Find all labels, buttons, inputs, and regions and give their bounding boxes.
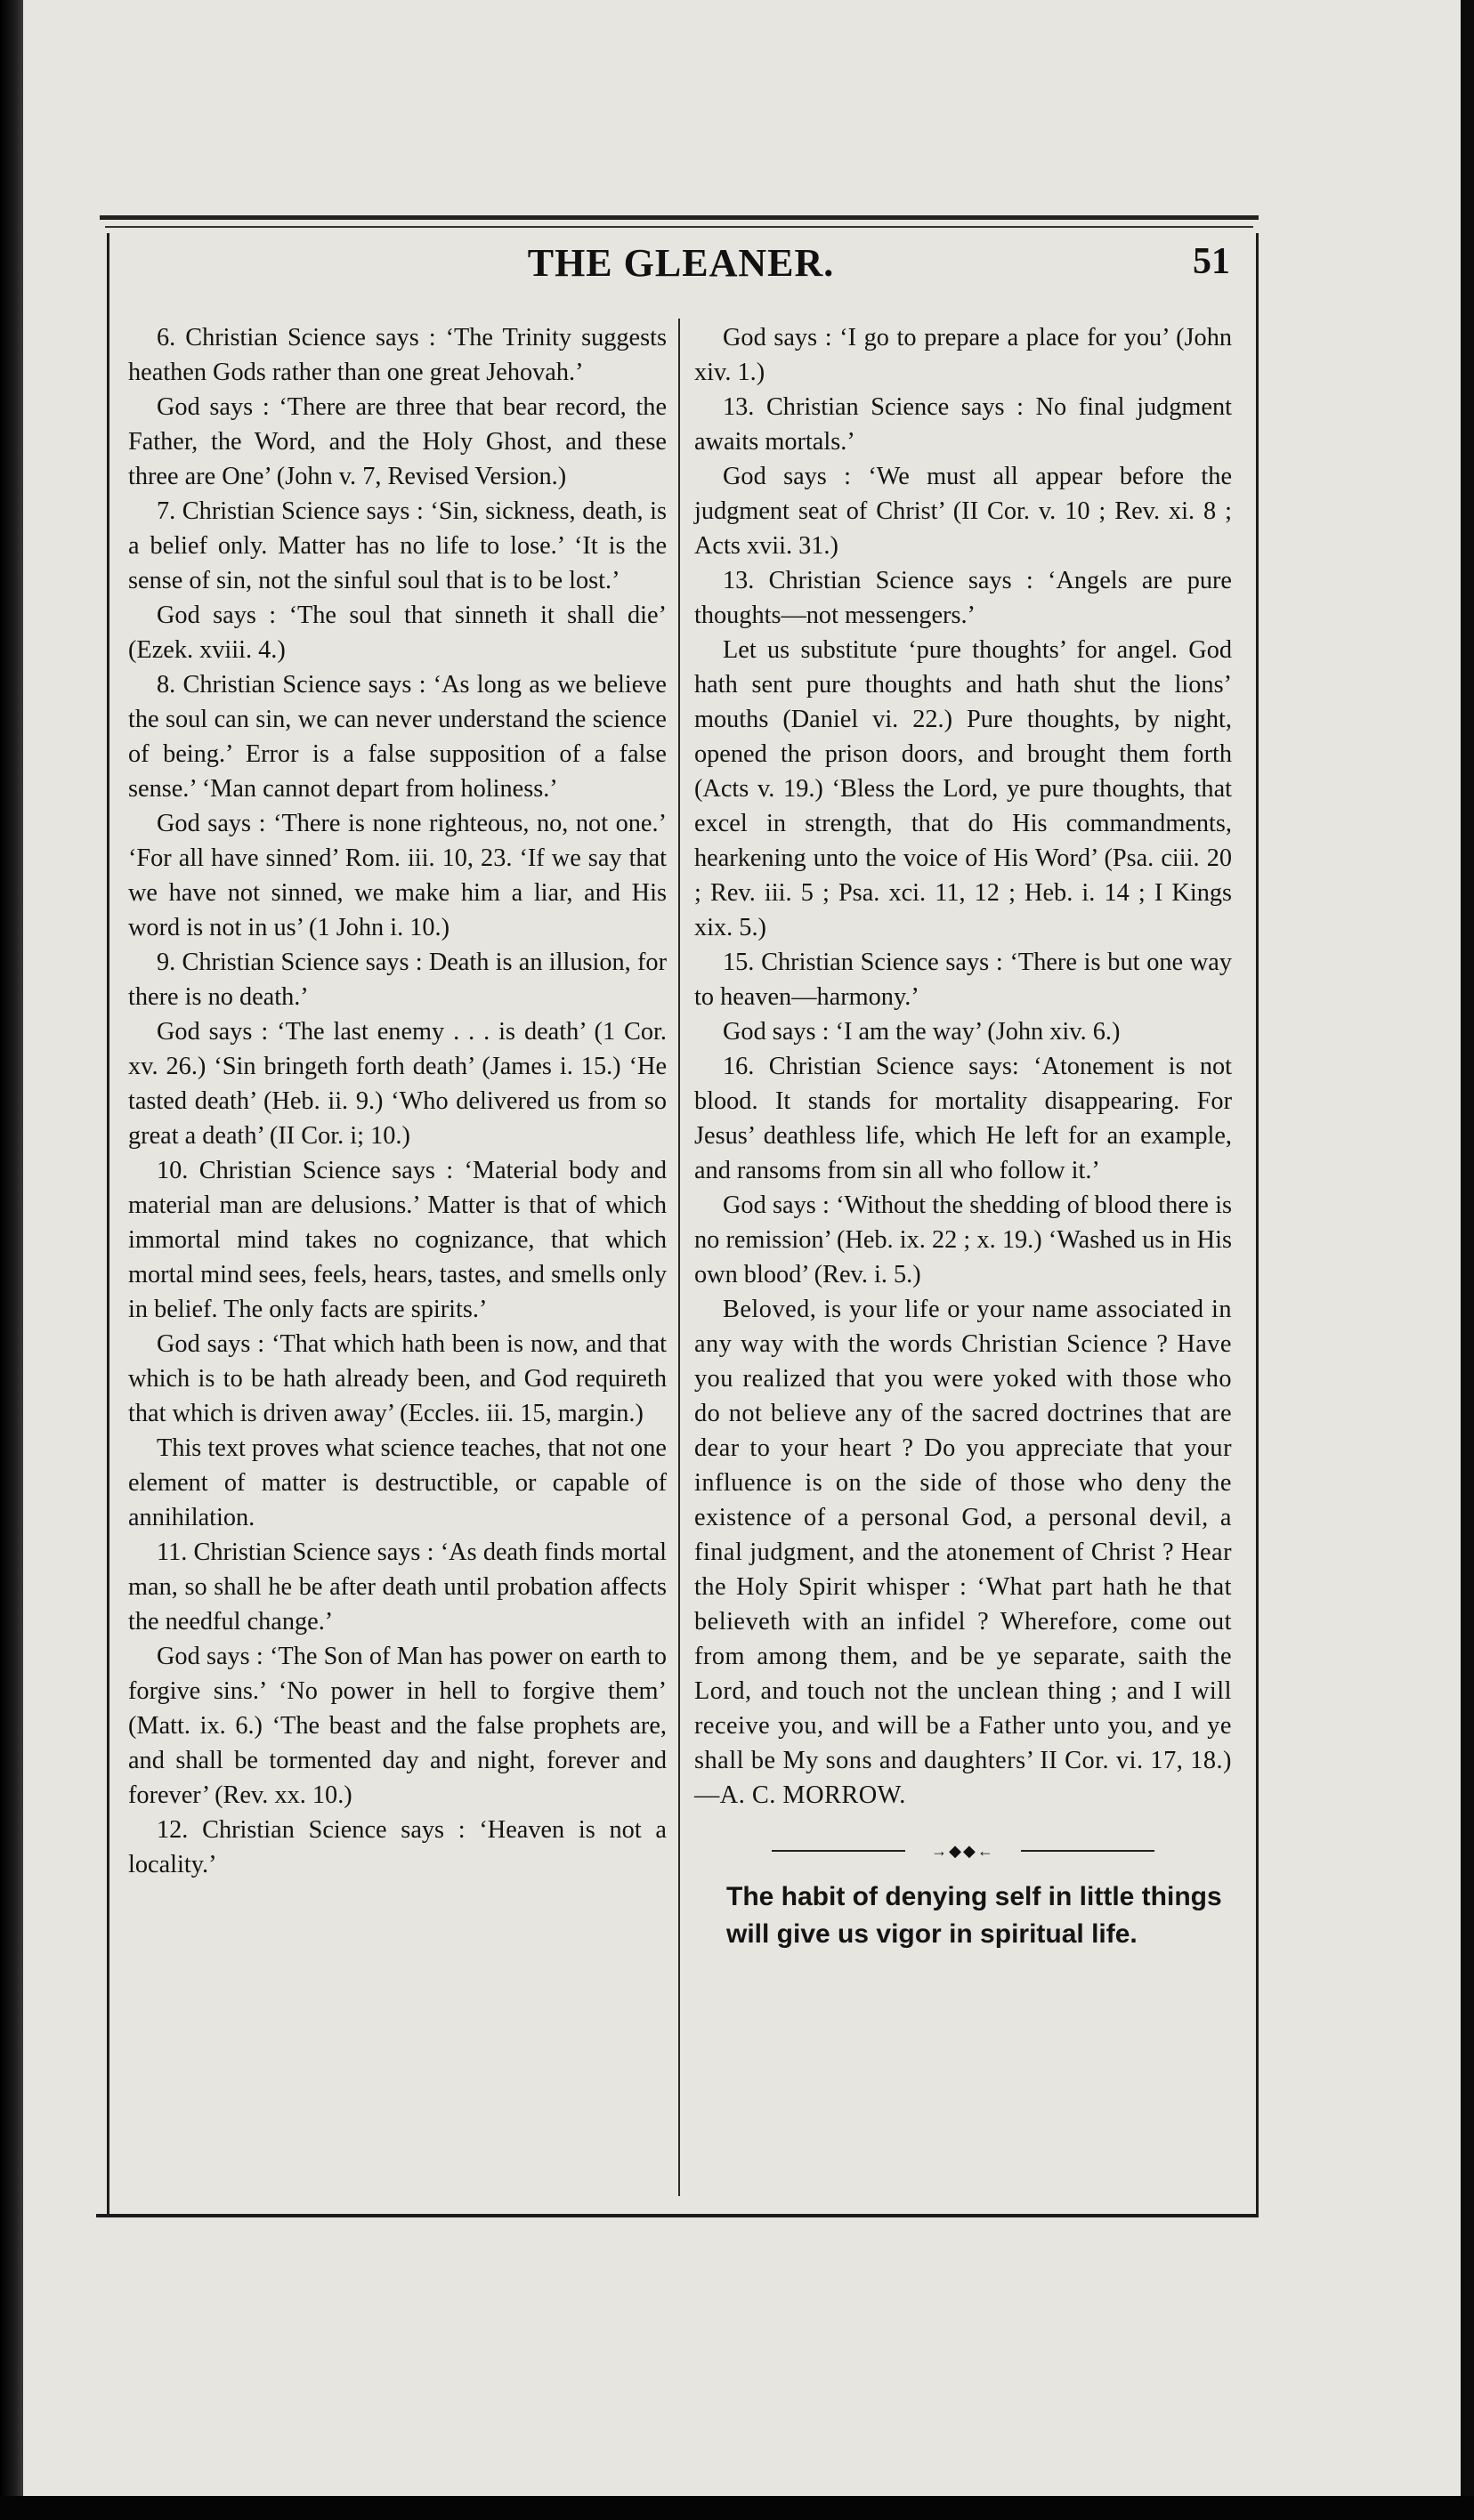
footer-rule [96,2214,1259,2217]
paragraph: God says : ‘We must all appear before the judgment seat of Christ’ (II Cor. v. 10 ; Rev. xi. 8 ; Acts xvii. 31.) [694,463,1232,560]
page-title: THE GLEANER. [527,241,835,285]
paragraph: 13. Christian Science says : ‘Angels are pure thoughts—not messengers.’ [694,567,1232,629]
column-divider [678,319,680,2196]
paragraph: 7. Christian Science says : ‘Sin, sickness, death, is a belief only. Matter has no life to lose.’ ‘It is the sense of sin, not the sinful soul that is to be lost.’ [128,497,667,594]
ornament-line-left [772,1850,905,1852]
ornament-glyphs: →◆◆← [931,1842,995,1860]
ornamental-divider [772,1843,1154,1859]
paragraph: God says : ‘The soul that sinneth it shall die’ (Ezek. xviii. 4.) [128,602,667,664]
page-bottom-shadow [0,2496,1474,2520]
paragraph: 9. Christian Science says : Death is an illusion, for there is no death.’ [128,949,667,1011]
paragraph: 13. Christian Science says : No final judgment awaits mortals.’ [694,393,1232,456]
page-edge-shadow [0,0,23,2520]
page-number: 51 [1193,241,1230,282]
paragraph: 10. Christian Science says : ‘Material body and material man are delusions.’ Matter is that of which immortal mind takes no cognizance, that which mortal mind sees, feels, hears, tastes, and smells only in belief. The only facts are spirits.’ [128,1157,667,1323]
paragraph: 11. Christian Science says : ‘As death finds mortal man, so shall he be after death until probation affects the needful change.’ [128,1539,667,1636]
paragraph: This text proves what science teaches, that not one element of matter is destructible, or capable of annihilation. [128,1434,667,1531]
page-header [107,240,1255,311]
closing-note: The habit of denying self in little things will give us vigor in spiritual life. [726,1882,1222,1949]
paragraph: Let us substitute ‘pure thoughts’ for angel. God hath sent pure thoughts and hath shut the lions’ mouths (Daniel vi. 22.) Pure thoughts, by night, opened the prison doors, and brought them forth (Acts v. 19.) ‘Bless the Lord, ye pure thoughts, that excel in strength, that do His commandments, hearkening unto the voice of His Word’ (Psa. ciii. 20 ; Rev. iii. 5 ; Psa. xci. 11, 12 ; Heb. i. 14 ; I Kings xix. 5.) [694,636,1232,941]
closing-paragraph-signed: Beloved, is your life or your name associated in any way with the words Christian Science ? Have you realized that you were yoked with those who do not believe any of the sacred doctrines that are dear to your heart ? Do you appreciate that your influence is on the side of those who deny the existence of a personal God, a personal devil, a final judgment, and the atonement of Christ ? Hear the Holy Spirit whisper : ‘What part hath he that believeth with an infidel ? Wherefore, come out from among them, and be ye separate, saith the Lord, and touch not the unclean thing ; and I will receive you, and will be a Father unto you, and ye shall be My sons and daughters’ II Cor. vi. 17, 18.)—A. C. MORROW. [694,1296,1232,1809]
header-rule-top-thin [105,226,1253,228]
paragraph: 8. Christian Science says : ‘As long as we believe the soul can sin, we can never understand the science of being.’ Error is a false supposition of a false sense.’ ‘Man cannot depart from holiness.’ [128,671,667,803]
paragraph: God says : ‘I go to prepare a place for you’ (John xiv. 1.) [694,324,1232,386]
paragraph: 15. Christian Science says : ‘There is but one way to heaven—harmony.’ [694,949,1232,1011]
paragraph: God says : ‘Without the shedding of blood there is no remission’ (Heb. ix. 22 ; x. 19.) ‘Washed us in His own blood’ (Rev. i. 5.) [694,1191,1232,1288]
left-column [128,320,667,1882]
paragraph: 6. Christian Science says : ‘The Trinity suggests heathen Gods rather than one great Jehovah.’ [128,324,667,386]
paragraph: God says : ‘The last enemy . . . is death’ (1 Cor. xv. 26.) ‘Sin bringeth forth death’ (James i. 15.) ‘He tasted death’ (Heb. ii. 9.) ‘Who delivered us from so great a death’ (II Cor. i; 10.) [128,1018,667,1150]
paragraph: 12. Christian Science says : ‘Heaven is not a locality.’ [128,1816,667,1878]
paragraph: God says : ‘I am the way’ (John xiv. 6.) [723,1018,1121,1046]
header-rule-top [100,215,1259,220]
paragraph: God says : ‘There are three that bear record, the Father, the Word, and the Holy Ghost, and these three are One’ (John v. 7, Revised Version.) [128,393,667,490]
paragraph: God says : ‘That which hath been is now, and that which is to be hath already been, and God requireth that which is driven away’ (Eccles. iii. 15, margin.) [128,1330,667,1427]
paragraph: God says : ‘There is none righteous, no, not one.’ ‘For all have sinned’ Rom. iii. 10, 23. ‘If we say that we have not sinned, we make him a liar, and His word is not in us’ (1 John i. 10.) [128,810,667,941]
paragraph: 16. Christian Science says: ‘Atonement is not blood. It stands for mortality disappearing. For Jesus’ deathless life, which He left for an example, and ransoms from sin all who follow it.’ [694,1053,1232,1184]
paragraph: God says : ‘The Son of Man has power on earth to forgive sins.’ ‘No power in hell to forgive them’ (Matt. ix. 6.) ‘The beast and the false prophets are, and shall be tormented day and night, forever and forever’ (Rev. xx. 10.) [128,1643,667,1809]
right-column [694,320,1232,1953]
ornament-line-right [1021,1850,1154,1852]
